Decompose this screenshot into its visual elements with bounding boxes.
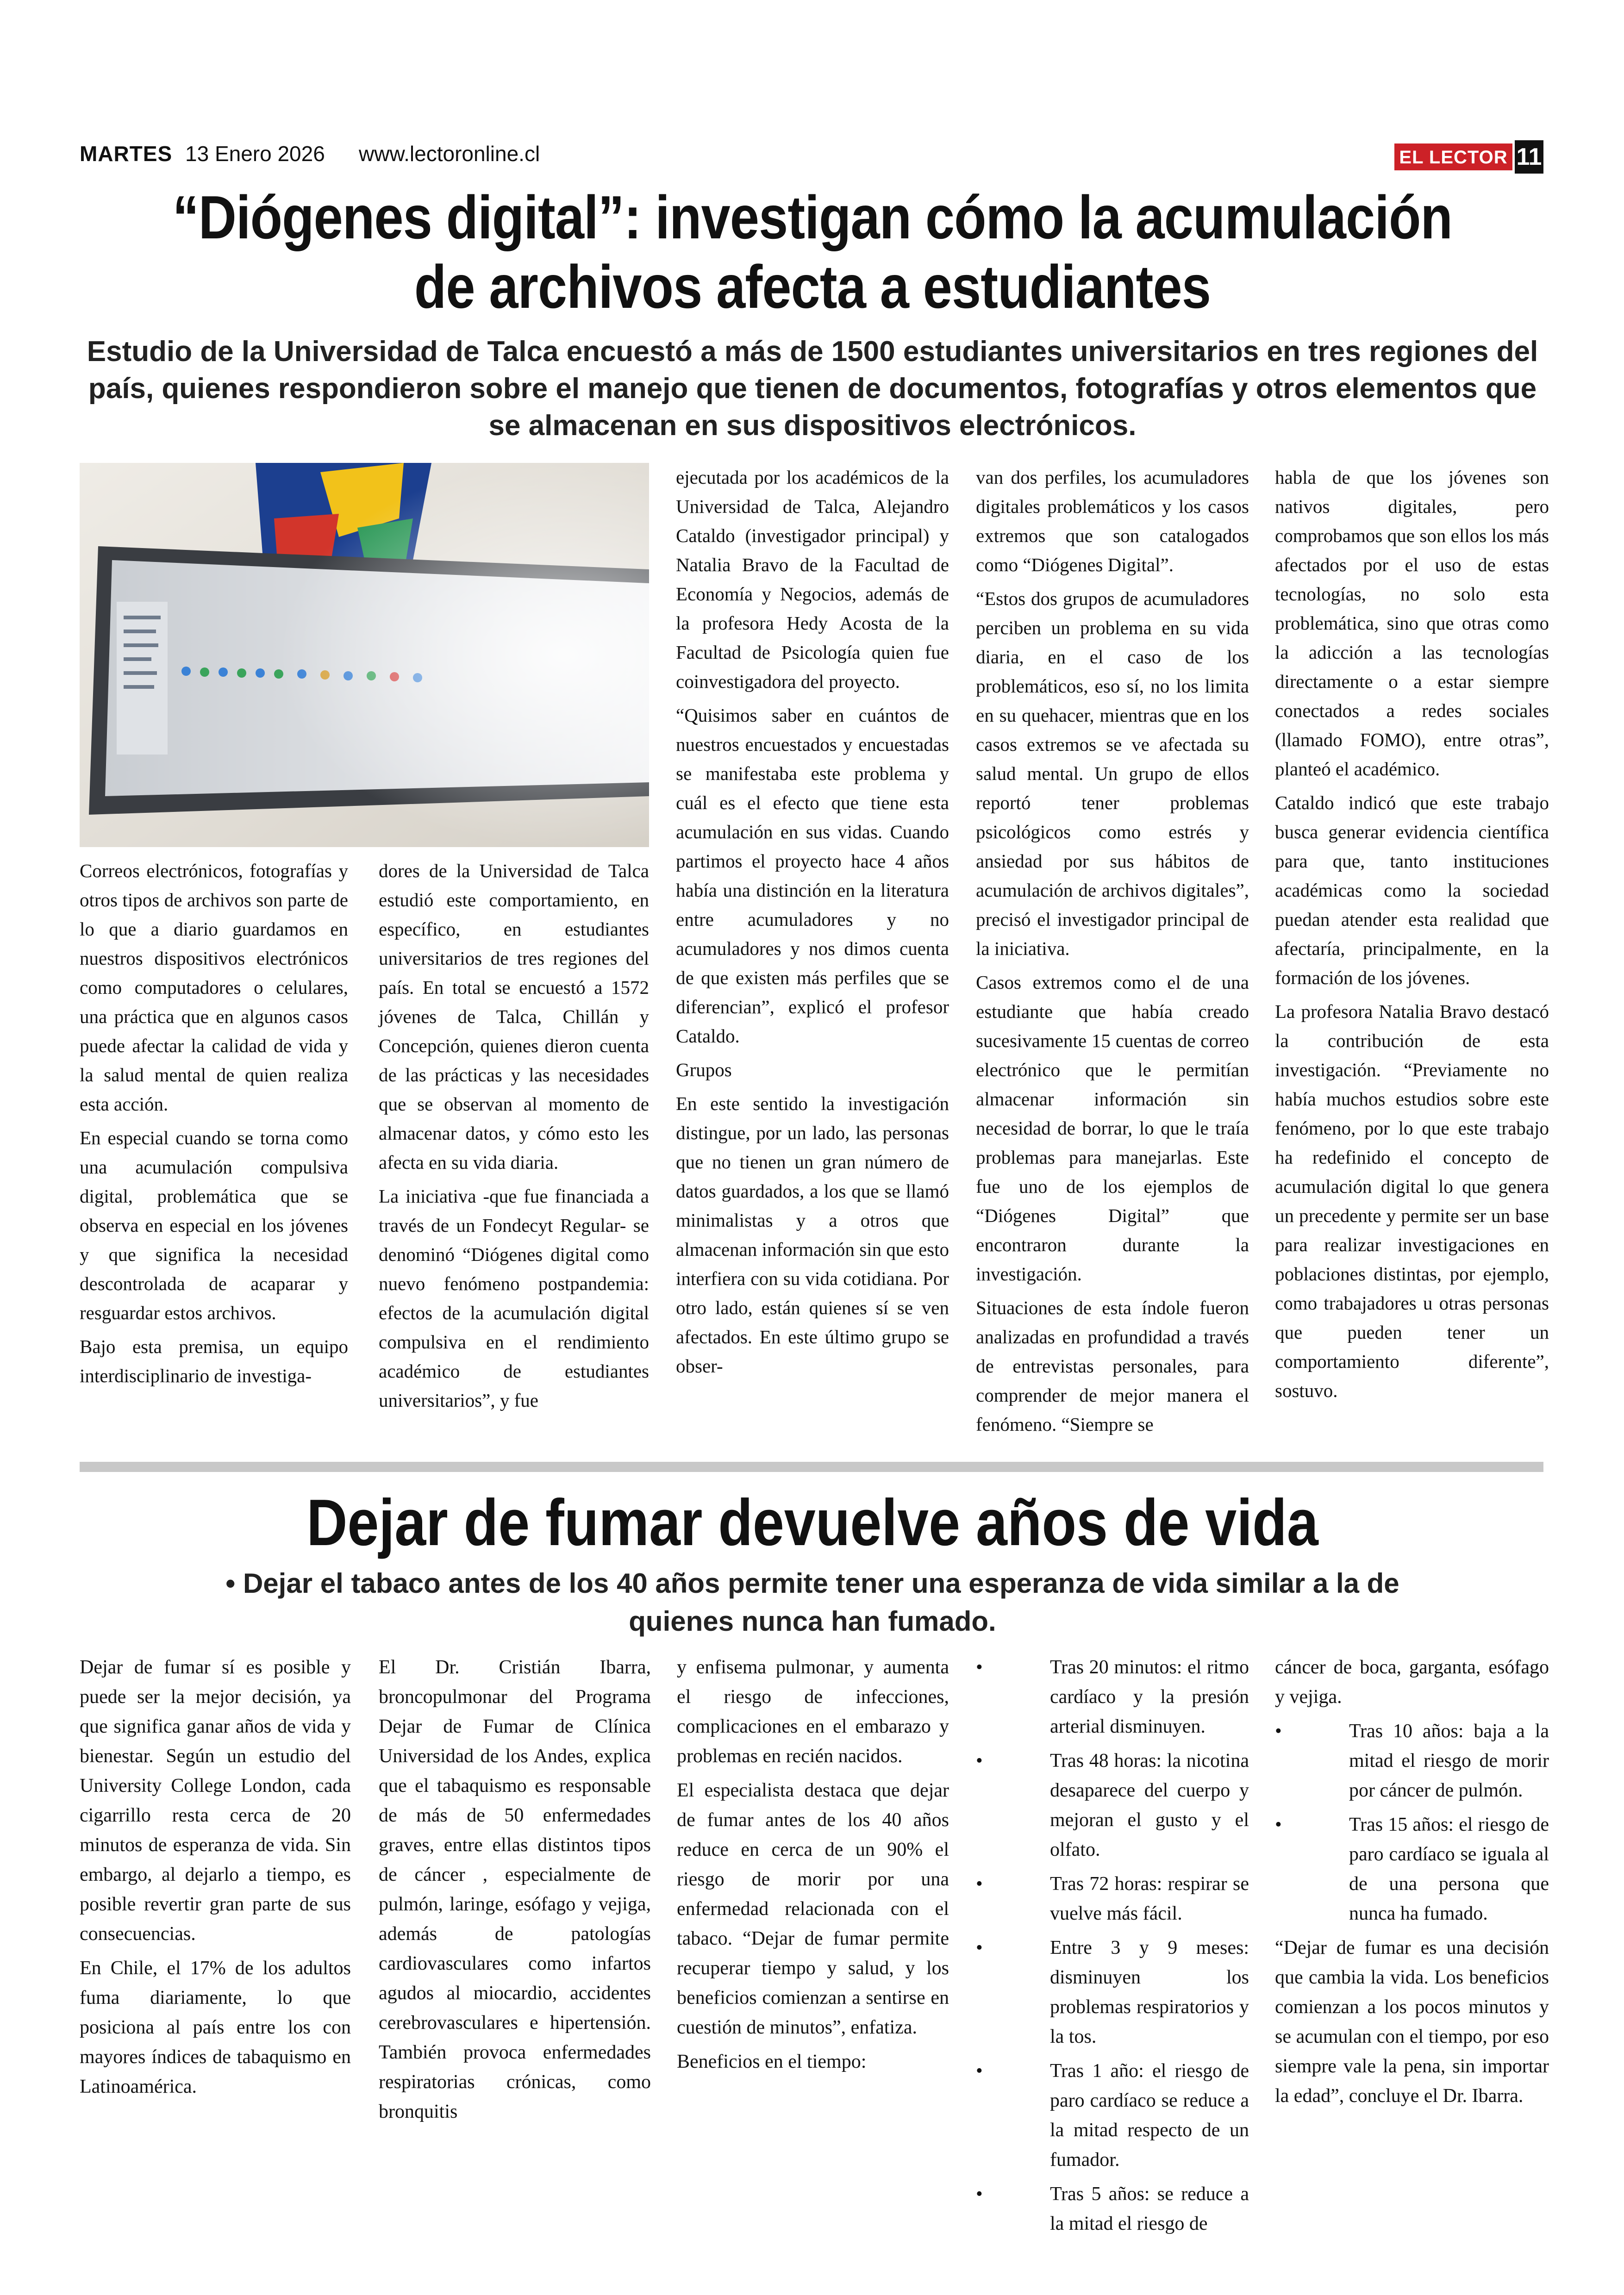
- article2-col3-p2: El especialista destaca que dejar de fumar antes de los 40 años reduce en cerca de un 90% el riesgo de morir por una enfermedad relacionada con el tabaco. “Dejar de fumar permite recuperar tiempo y salud, y los beneficios comienzan a sentirse en cuestión de minutos”, enfatiza.: [677, 1780, 949, 2038]
- benefit-item: • Tras 1 año: el riesgo de paro cardíaco se reduce a la mitad respecto de un fumador.: [976, 2056, 1249, 2175]
- article1-column-2: [379, 856, 649, 1420]
- article1-col2-p1: dores de la Universidad de Talca estudió este comportamiento, en específico, en estudiantes universitarios de tres regiones del país. En total se encuestó a 1572 jóvenes de Talca, Chillán y Concepción, quienes dieron cuenta de las prácticas y las necesidades que se observan al momento de almacenar datos, y cómo esto les afecta en su vida diaria.: [379, 860, 649, 1173]
- newspaper-logo: EL LECTOR: [1394, 143, 1512, 170]
- article1-col5-p3: La profesora Natalia Bravo destacó la contribución de esta investigación. “Previamente no había muchos estudios sobre este fenómeno, por lo que este trabajo ha redefinido el concepto de acumulación digital lo que genera un precedente y permite ser un base para realizar investigaciones en poblaciones distintas, por ejemplo, como trabajadores u otras personas que pueden tener un comportamiento diferente”, sostuvo.: [1275, 1001, 1549, 1401]
- article2-column-2: [379, 1653, 651, 2131]
- article2-col2-p1: El Dr. Cristián Ibarra, broncopulmonar del Programa Dejar de Fumar de Clínica Universidad de los Andes, explica que el tabaquismo es responsable de más de 50 enfermedades graves, entre ellas distintos tipos de cáncer , especialmente de pulmón, laringe, esófago y vejiga, además de patologías cardiovasculares como infartos agudos al miocardio, accidentes cerebrovasculares e hipertensión. También provoca enfermedades respiratorias crónicas, como bronquitis: [379, 1657, 651, 2122]
- benefit-item: • Tras 20 minutos: el ritmo cardíaco y la presión arterial disminuyen.: [976, 1653, 1249, 1741]
- article1-col2-p2: La iniciativa -que fue financiada a través de un Fondecyt Regular- se denominó “Diógenes digital como nuevo fenómeno postpandemia: efectos de la acumulación digital compulsiva en el rendimiento académico de estudiantes universitarios”, y fue: [379, 1185, 649, 1411]
- bullet-icon: •: [976, 1937, 983, 1958]
- article1-deck: Estudio de la Universidad de Talca encuestó a más de 1500 estudiantes universitarios en tres regiones del país, quienes respondieron sobre el manejo que tienen de documentos, fotografías y otros elementos que se almacenan en sus dispositivos electrónicos.: [87, 336, 1538, 442]
- article1-col5-p1: habla de que los jóvenes son nativos digitales, pero comprobamos que son ellos los más afectados por el uso de estas tecnologías, no solo esta problemática, sino que otras como la adicción a las tecnologías directamente o a estar siempre conectados a redes sociales (llamado FOMO), entre otras”, planteó el académico.: [1275, 467, 1549, 780]
- bullet-icon: •: [976, 1873, 983, 1895]
- article2-column-4: [976, 1653, 1249, 2243]
- article2-title: Dejar de fumar devuelve años de vida: [306, 1486, 1318, 1559]
- article1-column-5: [1275, 463, 1549, 1410]
- bullet-icon: •: [1275, 1814, 1282, 1835]
- article1-column-4: [976, 463, 1249, 1444]
- article2-col1-p1: Dejar de fumar sí es posible y puede ser la mejor decisión, ya que significa ganar años de vida y bienestar. Según un estudio del University College London, cada cigarrillo resta cerca de 20 minutos de esperanza de vida. Sin embargo, al dejarlo a tiempo, es posible revertir gran parte de sus consecuencias.: [80, 1657, 351, 1945]
- article1-col4-p1: van dos perfiles, los acumuladores digitales problemáticos y los casos extremos que son catalogados como “Diógenes Digital”.: [976, 467, 1249, 575]
- bullet-icon: •: [976, 1750, 983, 1771]
- benefit-item: • Tras 5 años: se reduce a la mitad el riesgo de: [976, 2179, 1249, 2239]
- article1-column-3: [676, 463, 949, 1385]
- article1-col1-p1: Correos electrónicos, fotografías y otros tipos de archivos son parte de lo que a diario guardamos en nuestros dispositivos electrónicos como computadores o celulares, una práctica que en algunos casos puede afectar la calidad de vida y la salud mental de quien realiza esta acción.: [80, 860, 348, 1115]
- article1-col4-p3: Casos extremos como el de una estudiante que había creado sucesivamente 15 cuentas de correo electrónico que le permitían almacenar información sin necesidad de borrar, lo que le traía problemas para manejarlas. Este fue uno de los ejemplos de “Diógenes Digital” que encontraron durante la investigación.: [976, 972, 1249, 1285]
- section-divider: [80, 1462, 1543, 1472]
- benefit-item: • Tras 72 horas: respirar se vuelve más fácil.: [976, 1869, 1249, 1928]
- article1-column-1: [80, 856, 348, 1395]
- page-number: 11: [1515, 140, 1543, 174]
- bullet-icon: •: [1275, 1721, 1282, 1742]
- article1-col4-p4: Situaciones de esta índole fueron analizadas en profundidad a través de entrevistas personales, para comprender de mejor manera el fenómeno. “Siempre se: [976, 1297, 1249, 1435]
- article2-col3-p3: Beneficios en el tiempo:: [677, 2051, 867, 2072]
- article1-col3-subhead: Grupos: [676, 1059, 732, 1080]
- header-website: www.lectoronline.cl: [359, 142, 540, 166]
- article1-col4-p2: “Estos dos grupos de acumuladores perciben un problema en su vida diaria, en el caso de los problemáticos, eso sí, no los limita en su quehacer, mientras que en los casos extremos se ve afectada su salud mental. Un grupo de ellos reportó tener problemas psicológicos como estrés y ansiedad por sus hábitos de acumulación de archivos digitales”, precisó el investigador principal de la iniciativa.: [976, 588, 1249, 959]
- article1-title: “Diógenes digital”: investigan cómo la acumulación de archivos afecta a estudiantes: [172, 183, 1453, 321]
- header-day: MARTES: [80, 142, 173, 166]
- article2-col5-lead: cáncer de boca, garganta, esófago y vejiga.: [1275, 1657, 1549, 1708]
- bullet-icon: •: [976, 2060, 983, 2082]
- article2-col1-p2: En Chile, el 17% de los adultos fuma diariamente, lo que posiciona al país entre los con mayores índices de tabaquismo en Latinoamérica.: [80, 1958, 351, 2097]
- article2-deck: • Dejar el tabaco antes de los 40 años permite tener una esperanza de vida similar a la de quienes nunca han fumado.: [225, 1568, 1399, 1637]
- benefit-item: • Entre 3 y 9 meses: disminuyen los problemas respiratorios y la tos.: [976, 1933, 1249, 2052]
- article1-col1-p3: Bajo esta premisa, un equipo interdisciplinario de investiga-: [80, 1336, 348, 1386]
- bullet-icon: •: [976, 2183, 983, 2205]
- article1-photo: [80, 463, 649, 847]
- article1-col5-p2: Cataldo indicó que este trabajo busca generar evidencia científica para que, tanto instituciones académicas como la sociedad puedan atender esta realidad que afectaría, principalmente, en la formación de los jóvenes.: [1275, 792, 1549, 988]
- article1-col3-p2: “Quisimos saber en cuántos de nuestros encuestados y encuestadas se manifestaba este problema y cuál es el efecto que tiene esta acumulación en sus vidas. Cuando partimos el proyecto hace 4 años había una distinción en la literatura entre acumuladores y no acumuladores y nos dimos cuenta de que existen más perfiles que se diferencian”, explicó el profesor Cataldo.: [676, 705, 949, 1047]
- article1-col3-p1: ejecutada por los académicos de la Universidad de Talca, Alejandro Cataldo (investigador principal) y Natalia Bravo de la Facultad de Economía y Negocios, además de la profesora Hedy Acosta de la Facultad de Psicología quien fue coinvestigadora del proyecto.: [676, 467, 949, 692]
- article2-col5-quote: “Dejar de fumar es una decisión que cambia la vida. Los beneficios comienzan a los pocos minutos y se acumulan con el tiempo, por eso siempre vale la pena, sin importar la edad”, concluye el Dr. Ibarra.: [1275, 1937, 1549, 2107]
- article1-col3-p3: En este sentido la investigación distingue, por un lado, las personas que no tienen un gran número de datos guardados, a los que se llamó minimalistas y a otros que almacenan información sin que esto interfiera con su vida cotidiana. Por otro lado, están quienes sí se ven afectados. En este último grupo se obser-: [676, 1093, 949, 1377]
- header-date: 13 Enero 2026: [185, 142, 325, 166]
- article2-col3-p1: y enfisema pulmonar, y aumenta el riesgo de infecciones, complicaciones en el embarazo y problemas en recién nacidos.: [677, 1657, 949, 1767]
- benefit-item: • Tras 48 horas: la nicotina desaparece del cuerpo y mejoran el gusto y el olfato.: [976, 1746, 1249, 1865]
- article2-column-3: [677, 1653, 949, 2081]
- benefit-item: • Tras 10 años: baja a la mitad el riesgo de morir por cáncer de pulmón.: [1275, 1716, 1549, 1805]
- bullet-icon: •: [976, 1657, 983, 1678]
- article1-col1-p2: En especial cuando se torna como una acumulación compulsiva digital, problemática que se observa en especial en los jóvenes y que significa la necesidad descontrolada de acaparar y resguardar estos archivos.: [80, 1127, 348, 1323]
- benefit-item: • Tras 15 años: el riesgo de paro cardíaco se iguala al de una persona que nunca ha fumado.: [1275, 1810, 1549, 1928]
- article2-column-5: [1275, 1653, 1549, 2115]
- laptop-screen-photo: [80, 463, 649, 847]
- article2-column-1: [80, 1653, 351, 2106]
